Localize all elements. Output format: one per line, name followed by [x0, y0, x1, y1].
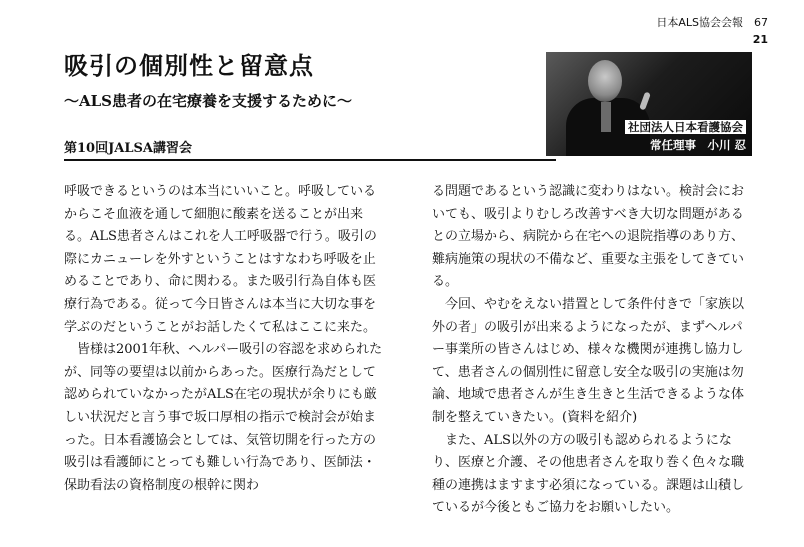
- speaker-photo: [546, 52, 752, 156]
- page-header: [656, 14, 768, 48]
- article-subtitle: 〜ALS患者の在宅療養を支援するために〜: [64, 92, 353, 110]
- article-title: 吸引の個別性と留意点: [64, 51, 314, 80]
- left-column: [64, 181, 384, 497]
- paragraph: る問題であるという認識に変わりはない。検討会においても、吸引よりむしろ改善すべき大切な問題があるとの立場から、病院から在宅への退院指導のあり方、難病施策の現状の不備など、重要な主張をしてきている。: [432, 184, 745, 290]
- event-name: 第10回JALSA講習会: [64, 141, 192, 156]
- paragraph: 呼吸できるというのは本当にいいこと。呼吸しているからこそ血液を通して細胞に酸素を送ることが出来る。ALS患者さんはこれを人工呼吸器で行う。吸引の際にカニューレを外すということはすなわち呼吸を止めることであり、命に関わる。また吸引行為自体も医療行為である。従って今日皆さんは本当に大切な事を学ぶのだということがお話したくて私はここに来た。: [64, 184, 377, 335]
- right-column: [432, 181, 752, 520]
- microphone-icon: [639, 92, 651, 111]
- title-divider: [64, 159, 556, 161]
- speaker-tie-shape: [601, 102, 611, 132]
- page-number: 21: [752, 33, 768, 46]
- speaker-caption: [625, 118, 746, 154]
- speaker-role-name: 常任理事 小川 忍: [649, 138, 746, 152]
- paragraph: 今回、やむをえない措置として条件付きで「家族以外の者」の吸引が出来るようになったが、まずヘルパー事業所の皆さんはじめ、様々な機関が連携し協力して、患者さんの個別性に留意し安全な吸引の実施は勿論、地域で患者さんが生き生きと生活できるような体制を整えていきたい。(資料を紹介): [432, 296, 745, 425]
- speaker-org: 社団法人日本看護協会: [625, 120, 746, 134]
- journal-name: 日本ALS協会会報 67: [656, 16, 768, 29]
- speaker-head-shape: [588, 60, 622, 102]
- paragraph: 皆様は2001年秋、ヘルパー吸引の容認を求められたが、同等の要望は以前からあった。医療行為だとして認められていなかったがALS在宅の現状が余りにも厳しい状況だと言う事で坂口厚相の指示で検討会が始まった。日本看護協会としては、気管切開を行った方の吸引は看護師にとっても難しい行為であり、医師法・保助看法の資格制度の根幹に関わ: [64, 342, 383, 493]
- paragraph: また、ALS以外の方の吸引も認められるようになり、医療と介護、その他患者さんを取り巻く色々な職種の連携はますます必須になっている。課題は山積しているが今後ともご協力をお願いしたい。: [432, 432, 745, 516]
